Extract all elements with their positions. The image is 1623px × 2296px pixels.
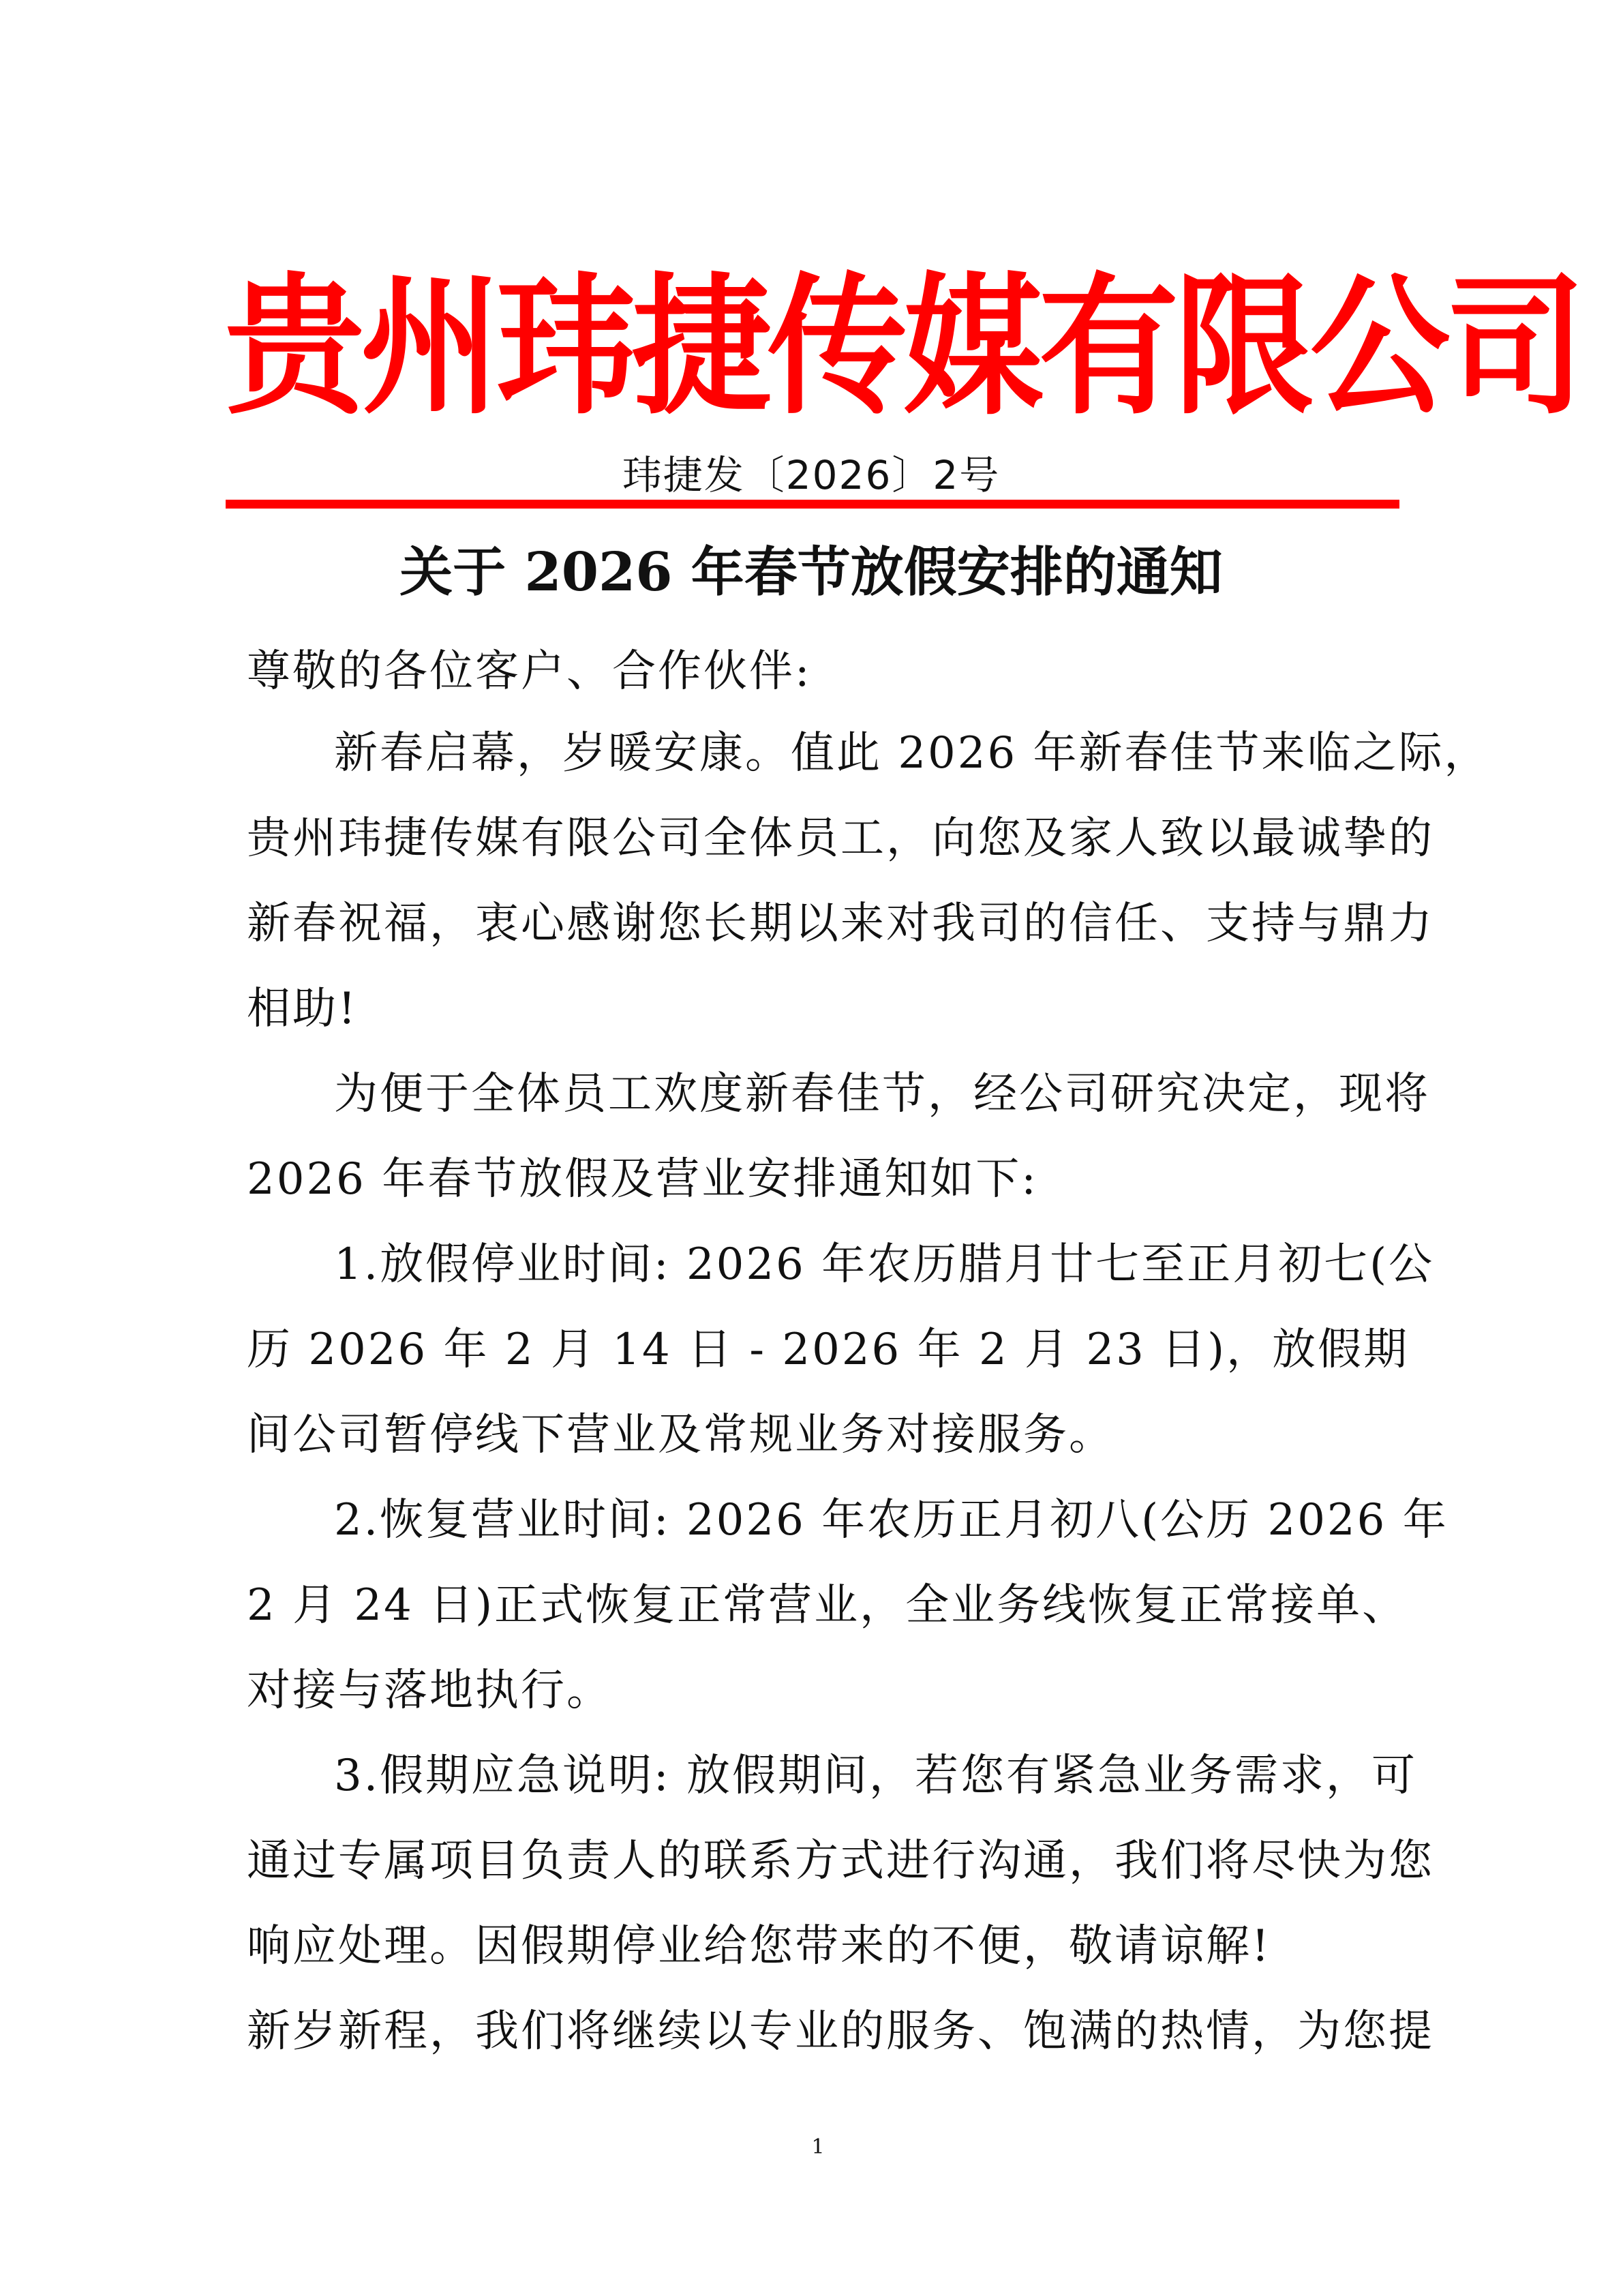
page-number: 1 [811, 2135, 825, 2159]
list-item-3-line: 3.假期应急说明: 放假期间，若您有紧急业务需求，可 [334, 1751, 1417, 1801]
paragraph-line: 贵州玮捷传媒有限公司全体员工，向您及家人致以最诚挚的 [247, 813, 1434, 864]
list-item-3-line: 通过专属项目负责人的联系方式进行沟通，我们将尽快为您 [247, 1836, 1434, 1886]
list-item-3-line: 响应处理。因假期停业给您带来的不便，敬请谅解! [247, 1921, 1271, 1972]
paragraph-line: 新春启幕，岁暖安康。值此 2026 年新春佳节来临之际， [334, 728, 1490, 779]
paragraph-line: 相助! [247, 984, 358, 1034]
salutation: 尊敬的各位客户、合作伙伴: [247, 646, 812, 697]
document-number: 玮捷发〔2026〕2号 [622, 452, 1001, 498]
company-letterhead-title: 贵州玮捷传媒有限公司 [225, 260, 1581, 436]
list-item-2-line: 2 月 24 日)正式恢复正常营业，全业务线恢复正常接单、 [247, 1580, 1408, 1631]
list-item-2-line: 2.恢复营业时间: 2026 年农历正月初八(公历 2026 年 [334, 1495, 1448, 1545]
list-item-2-line: 对接与落地执行。 [247, 1665, 612, 1716]
list-item-1-line: 1.放假停业时间: 2026 年农历腊月廿七至正月初七(公 [334, 1239, 1435, 1290]
paragraph-line: 2026 年春节放假及营业安排通知如下: [247, 1154, 1038, 1205]
notice-title: 关于 2026 年春节放假安排的通知 [399, 541, 1223, 603]
paragraph-line: 为便于全体员工欢度新春佳节，经公司研究决定，现将 [334, 1069, 1430, 1119]
list-item-1-line: 历 2026 年 2 月 14 日 - 2026 年 2 月 23 日)，放假期 [247, 1325, 1410, 1375]
list-item-1-line: 间公司暂停线下营业及常规业务对接服务。 [247, 1410, 1114, 1460]
paragraph-line: 新春祝福，衷心感谢您长期以来对我司的信任、支持与鼎力 [247, 898, 1434, 949]
red-divider-rule [226, 500, 1399, 509]
closing-paragraph-line: 新岁新程，我们将继续以专业的服务、饱满的热情，为您提 [247, 2006, 1434, 2057]
